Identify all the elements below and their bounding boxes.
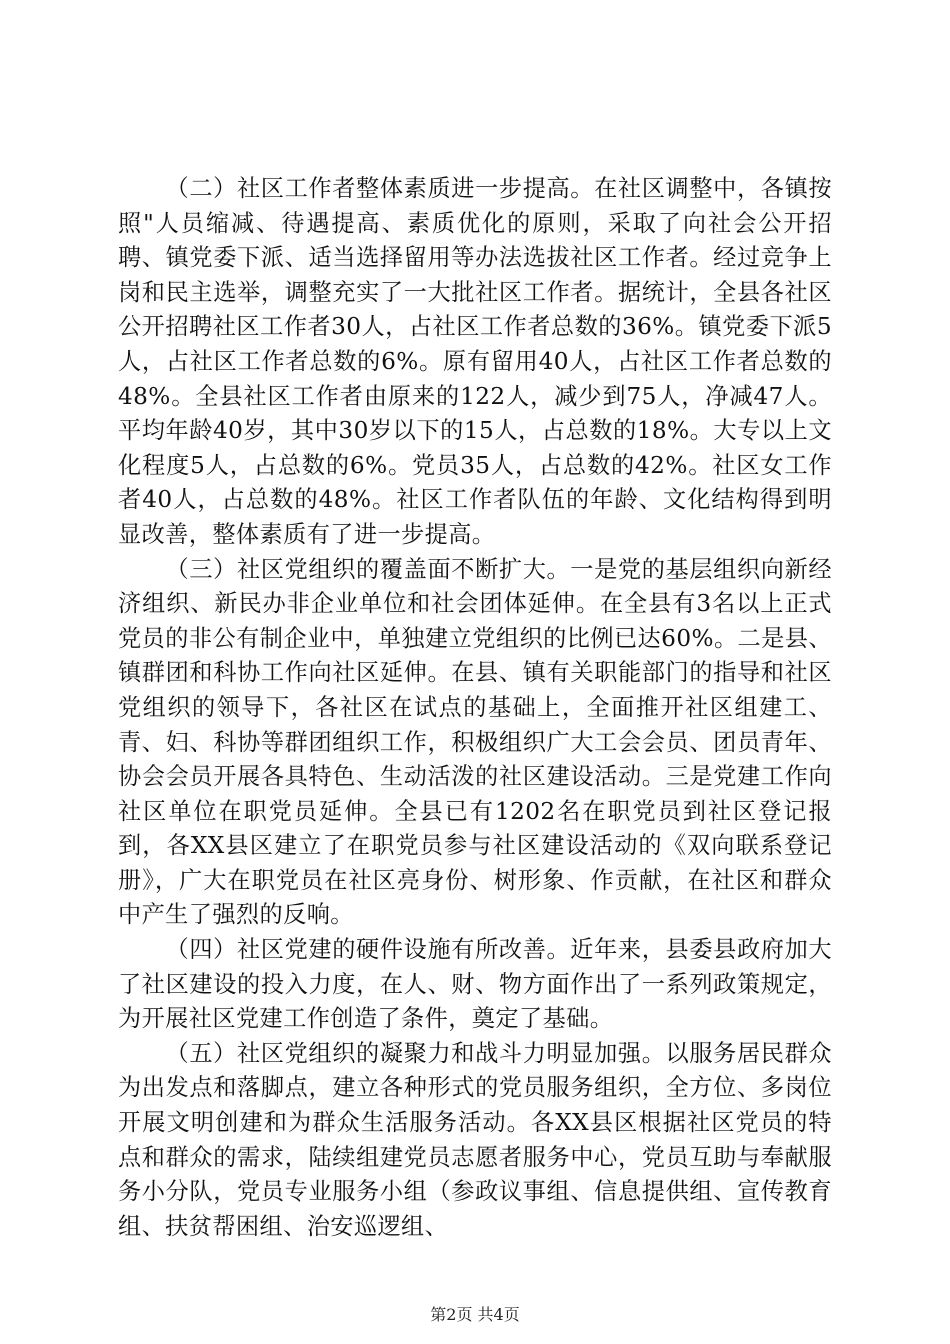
paragraph-4: （四）社区党建的硬件设施有所改善。近年来，县委县政府加大了社区建设的投入力度，在人、财、物方面作出了一系列政策规定，为开展社区党建工作创造了条件，奠定了基础。 xyxy=(118,936,832,1033)
paragraph-5: （五）社区党组织的凝聚力和战斗力明显加强。以服务居民群众为出发点和落脚点，建立各种形式的党员服务组织，全方位、多岗位开展文明创建和为群众生活服务活动。各XX县区根据社区党员的特点和群众的需求，陆续组建党员志愿者服务中心，党员互助与奉献服务小分队，党员专业服务小组（参政议事组、信息提供组、宣传教育组、扶贫帮困组、治安巡逻组、 xyxy=(118,1039,832,1240)
document-body xyxy=(118,172,832,1244)
paragraph-3: （三）社区党组织的覆盖面不断扩大。一是党的基层组织向新经济组织、新民办非企业单位和社会团体延伸。在全县有3名以上正式党员的非公有制企业中，单独建立党组织的比例已达60%。二是县、镇群团和科协工作向社区延伸。在县、镇有关职能部门的指导和社区党组织的领导下，各社区在试点的基础上，全面推开社区组建工、青、妇、科协等群团组织工作，积极组织广大工会会员、团员青年、协会会员开展各具特色、生动活泼的社区建设活动。三是党建工作向社区单位在职党员延伸。全县已有1202名在职党员到社区登记报到，各XX县区建立了在职党员参与社区建设活动的《双向联系登记册》，广大在职党员在社区亮身份、树形象、作贡献，在社区和群众中产生了强烈的反响。 xyxy=(118,555,832,929)
page-footer: 第2页 共4页 xyxy=(430,1305,520,1324)
paragraph-2: （二）社区工作者整体素质进一步提高。在社区调整中，各镇按照"人员缩减、待遇提高、素质优化的原则，采取了向社会公开招聘、镇党委下派、适当选择留用等办法选拔社区工作者。经过竞争上岗和民主选举，调整充实了一大批社区工作者。据统计，全县各社区公开招聘社区工作者30人，占社区工作者总数的36%。镇党委下派5人，占社区工作者总数的6%。原有留用40人，占社区工作者总数的48%。全县社区工作者由原来的122人，减少到75人，净减47人。平均年龄40岁，其中30岁以下的15人，占总数的18%。大专以上文化程度5人，占总数的6%。党员35人，占总数的42%。社区女工作者40人，占总数的48%。社区工作者队伍的年龄、文化结构得到明显改善，整体素质有了进一步提高。 xyxy=(118,175,832,548)
